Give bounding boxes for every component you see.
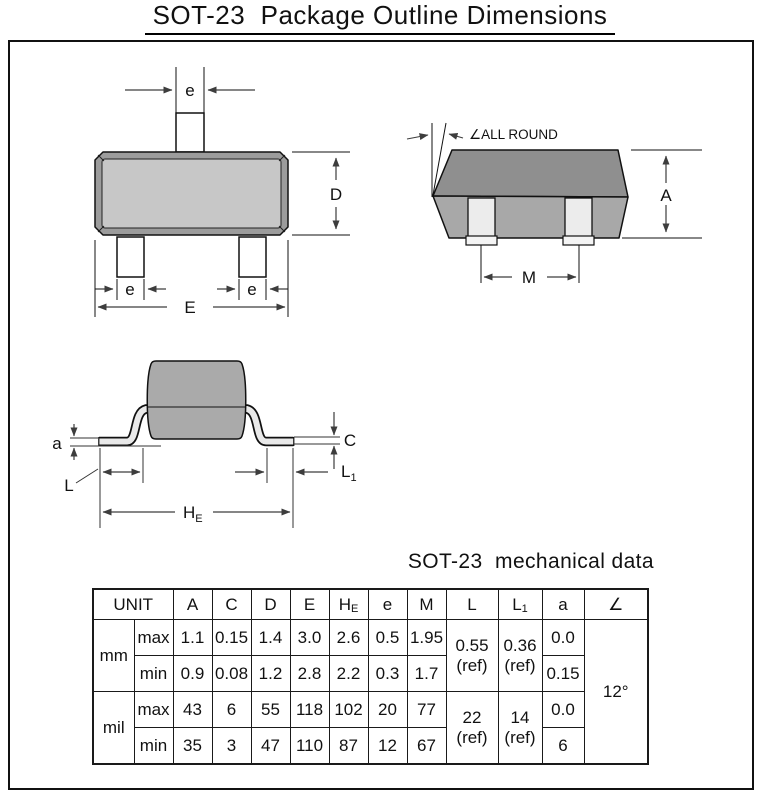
page-title [0,0,760,35]
top-view-drawing [55,55,365,325]
cell: 0.5 [368,620,407,656]
cell: 118 [290,692,329,728]
header-L1: L1 [498,589,542,620]
header-HE: HE [329,589,368,620]
cell: 55 [251,692,290,728]
table-header-row [93,589,648,620]
row-mm-max [93,620,648,656]
dim-label-e-left: e [125,280,135,299]
header-A: A [173,589,212,620]
cell: 0.0 [542,692,584,728]
cell: 0.15 [212,620,251,656]
limit-min: min [134,656,173,692]
cell: 0.9 [173,656,212,692]
package-top-face [433,150,628,197]
limit-max: max [134,692,173,728]
front-view-drawing [45,350,375,540]
cell: 2.8 [290,656,329,692]
dim-label-HE: $H_E$ [183,503,203,525]
package-front-face [433,196,628,238]
top-pin [176,113,204,152]
unit-mil: mil [93,692,134,765]
cell: 0.0 [542,620,584,656]
header-E: E [290,589,329,620]
cell: 110 [290,728,329,765]
side-view-drawing [395,105,735,305]
dim-label-e-top: e [185,81,195,100]
cell: 2.6 [329,620,368,656]
dim-label-L1: $L_1$ [341,462,357,484]
cell: 35 [173,728,212,765]
dim-label-d: D [329,185,343,204]
header-M: M [407,589,446,620]
cell: 0.15 [542,656,584,692]
cell: 20 [368,692,407,728]
cell: 77 [407,692,446,728]
row-mil-max [93,692,648,728]
dim-label-a: a [52,434,62,453]
cell-mil-L1: 14 (ref) [498,692,542,765]
dim-label-L: L [64,476,74,495]
cell: 67 [407,728,446,765]
cell: 6 [542,728,584,765]
cell-mil-L: 22 (ref) [446,692,498,765]
dim-label-A: A [660,186,672,205]
cell: 3.0 [290,620,329,656]
cell: 0.3 [368,656,407,692]
package-body-inner [102,159,281,228]
cell: 102 [329,692,368,728]
cell: 1.4 [251,620,290,656]
cell: 1.7 [407,656,446,692]
dim-label-C: C [343,431,357,450]
cell: 1.95 [407,620,446,656]
pin-left [468,198,495,238]
page-title-text: SOT-23 Package Outline Dimensions [145,0,616,35]
bottom-pin-left [117,237,144,277]
header-e: e [368,589,407,620]
cell: 6 [212,692,251,728]
header-a-lower: a [542,589,584,620]
cell: 1.2 [251,656,290,692]
cell: 1.1 [173,620,212,656]
pin-left-foot [466,236,497,245]
cell: 2.2 [329,656,368,692]
cell: 3 [212,728,251,765]
cell: 12 [368,728,407,765]
header-L: L [446,589,498,620]
dim-label-E: E [184,298,196,317]
table-title: SOT-23 mechanical data [407,550,654,573]
header-C: C [212,589,251,620]
limit-min: min [134,728,173,765]
row-mm-min [93,656,648,692]
pin-right-foot [563,236,594,245]
cell: 87 [329,728,368,765]
cell-angle: 12° [584,620,648,765]
leader-line [76,469,98,483]
cell-mm-L1: 0.36 (ref) [498,620,542,692]
row-mil-min [93,728,648,765]
note-arrow [407,135,428,139]
header-D: D [251,589,290,620]
dim-label-e-right: e [247,280,257,299]
unit-mm: mm [93,620,134,692]
bottom-pin-right [239,237,266,277]
dim-label-M: M [521,268,537,287]
mechanical-data-table [92,588,649,765]
note-arrow [449,134,463,138]
header-unit: UNIT [93,589,173,620]
cell-mm-L: 0.55 (ref) [446,620,498,692]
cell: 0.08 [212,656,251,692]
package-body [147,361,246,439]
cell: 43 [173,692,212,728]
pin-right [565,198,592,238]
header-angle: ∠ [584,589,648,620]
limit-max: max [134,620,173,656]
cell: 47 [251,728,290,765]
all-round-note: ∠ALL ROUND [469,127,558,142]
